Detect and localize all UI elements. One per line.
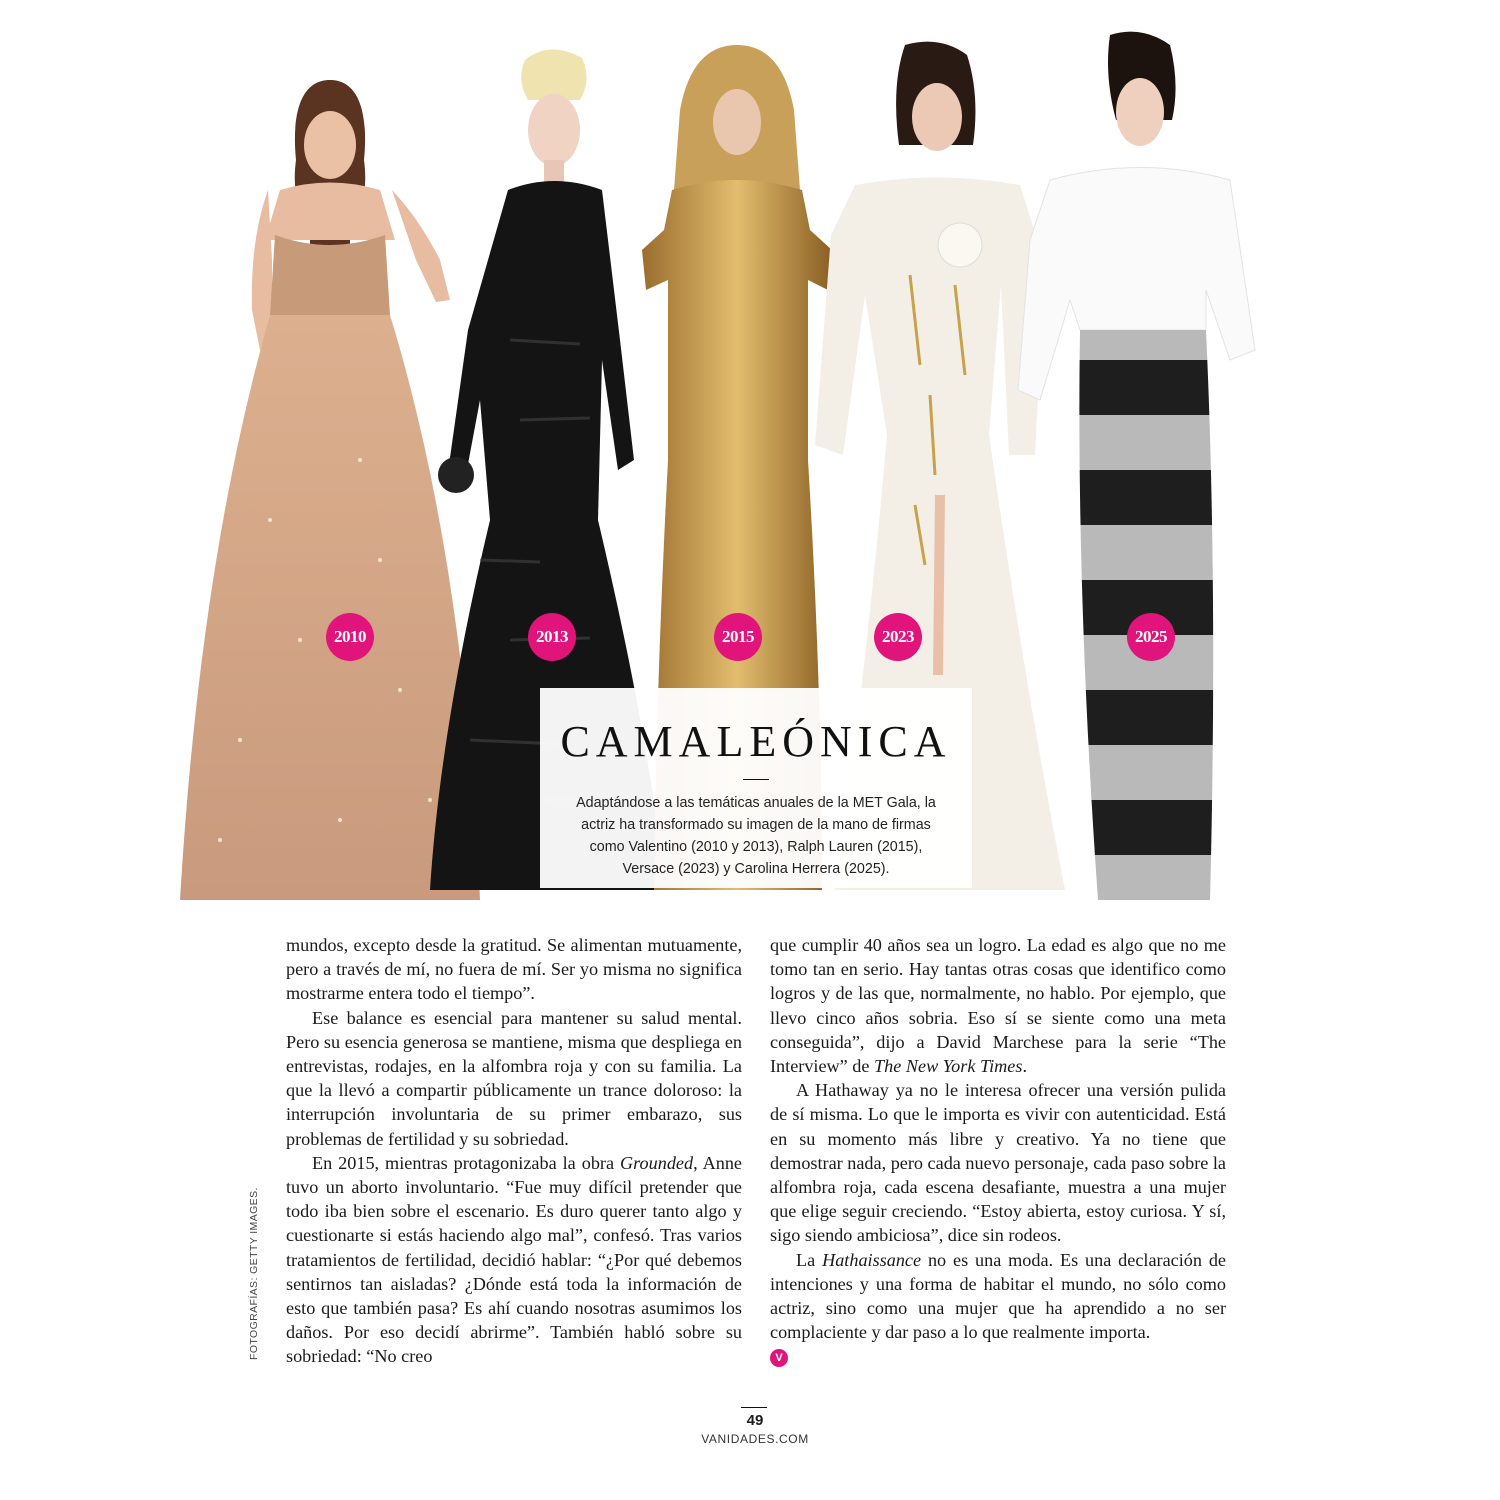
year-badge-2010: 2010 [326,613,374,661]
page-number: 49 [746,1412,764,1429]
title-rule [743,779,769,780]
publication-title: The New York Times [874,1056,1023,1077]
site-url: VANIDADES.COM [701,1432,809,1446]
right-column [770,933,1226,1369]
headline-box [540,688,972,888]
folio-rule [741,1407,767,1408]
year-badge-2013: 2013 [528,613,576,661]
paragraph [770,1248,1226,1345]
text-run: En 2015, mientras protagonizaba la obra [312,1152,621,1173]
left-column [286,933,742,1369]
deck-text: Adaptándose a las temáticas anuales de la MET Gala, la actriz ha transformado su imagen de la mano de firmas como Valentino (2010 y 2013), Ralph Lauren (2015), Versace (2023) y Carolina Herrera (2025). [576,795,936,877]
paragraph [770,933,1226,1078]
paragraph [286,1151,742,1369]
photo-credit: FOTOGRAFÍAS: GETTY IMAGES. [248,1187,260,1360]
paragraph: A Hathaway ya no le interesa ofrecer una versión pulida de sí misma. Lo que le importa es vivir con autenticidad. Está en su momento más libre y creativo. Ya no tiene que demostrar nada, pero cada nuevo personaje, cada paso sobre la alfombra roja, cada escena desafiante, muestra a una mujer que elige seguir creciendo. “Estoy abierta, estoy curiosa. Y sí, sigo siendo ambiciosa”, dice sin rodeos. [770,1080,1227,1246]
year-badge-2023: 2023 [874,613,922,661]
text-run: . [1022,1056,1027,1077]
text-run: La [796,1249,823,1270]
paragraph: Ese balance es esencial para mantener su salud mental. Pero su esencia generosa se mantiene, misma que despliega en entrevistas, rodajes, en la alfombra roja y con su familia. La que la llevó a compartir públicamente un trance doloroso: la interrupción involuntaria de su primer embarazo, sus problemas de fertilidad y su sobriedad. [286,1007,742,1149]
headline: CAMALEÓNICA [560,717,952,766]
paragraph: mundos, excepto desde la gratitud. Se alimentan mutuamente, pero a través de mí, no fuera de mí. Ser yo misma no significa mostrarme entera todo el tiempo”. [286,935,742,1004]
text-run: que cumplir 40 años sea un logro. La edad es algo que no me tomo tan en serio. Hay tantas otras cosas que identifico como logros y de las que, normalmente, no hablo. Por ejemplo, que llevo cinco años sobria. Eso sí se siente como una meta conseguida”, dijo a David Marchese para la serie “The Interview” de [770,935,1226,1077]
term-italic: Hathaissance [822,1249,922,1270]
text-run: , Anne tuvo un aborto involuntario. “Fue muy difícil pretender que todo iba bien sobre el escenario. Es duro querer tanto algo y cuestionarte si estás haciendo algo mal”, confesó. Tras varios tratamientos de fertilidad, decidió hablar: “¿Por qué debemos sentirnos tan aisladas? ¿Dónde está toda la información de esto que también pasa? Es ahí cuando nosotras asumimos los daños. Por eso decidí abrirme”. También habló sobre su sobriedad: “No creo [286,1152,742,1367]
play-title: Grounded [620,1152,694,1173]
look-2025-photo [1010,30,1255,905]
end-mark-icon: V [770,1349,788,1367]
year-badge-2015: 2015 [714,613,762,661]
year-badge-2025: 2025 [1127,613,1175,661]
text-run: no es una moda. Es una declaración de intenciones y una forma de habitar el mundo, no sólo como actriz, sino como una mujer que ha aprendido a no ser complaciente y dar paso a lo que realmente importa. [770,1249,1226,1343]
